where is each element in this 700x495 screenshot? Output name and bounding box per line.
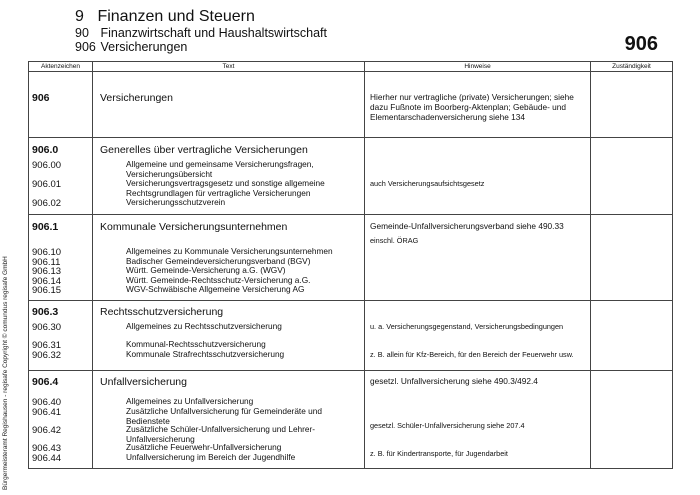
list-item-hint: gesetzl. Schüler-Unfallversicherung siehe 207.4 [370,421,525,430]
list-item-code: 906.44 [32,453,62,464]
list-item-hint: z. B. allein für Kfz-Bereich, für den Bereich der Feuerwehr usw. [370,350,574,359]
section-row-906-1: 906.1 906.10 906.11 906.13 906.14 906.15 Kommunale Versicherungsunternehmen Allgemeines zu Kommunale Versicherungsunternehmen Badischer Gemeindeversicherungsverband (BGV) Württ. Gemeinde-Versicherung a.G. (WGV) Württ. Gemeinde-Rechtsschutz-Versicherung a.G. WGV-Schwäbische Allgemeine Versicherung AG Gemeinde-Unfallversicherungsverband siehe 490.33 einschl. ÖRAG [29,215,673,301]
side-copyright: Bürgermeisteramt Regishausen - regisafe Copyright © comundus regisafe GmbH [2,256,9,490]
page-header [75,8,327,54]
list-item-text: Zusätzliche Unfallversicherung für Gemeinderäte und Bedienstete [126,406,322,426]
list-item-code: 906.15 [32,285,62,296]
section-row-906-3: 906.3 906.30 906.31 906.32 Rechtsschutzversicherung Allgemeines zu Rechtsschutzversicherung Kommunal-Rechtsschutzversicherung Kommunale Strafrechtsschutzversicherung u. a. Versicherungsgegenstand, Versicherungsbedingungen z. B. allein für Kfz-Bereich, für den Bereich der Feuerwehr usw. [29,301,673,371]
list-item-text: WGV-Schwäbische Allgemeine Versicherung AG [126,284,305,294]
list-item-text: Württ. Gemeinde-Rechtsschutz-Versicherung a.G. [126,274,311,285]
list-item-text: Zusätzliche Schüler-Unfallversicherung und Lehrer-Unfallversicherung [126,424,316,444]
list-item-code: 906.01 [32,179,62,190]
list-item-hint: auch Versicherungsaufsichtsgesetz [370,179,485,188]
list-item-code: 906.14 [32,275,62,287]
section-row-906 [29,72,673,138]
list-item-text: Versicherungsschutzverein [126,197,226,207]
list-item-code: 906.40 [32,397,62,408]
list-item-text: Allgemeines zu Unfallversicherung [126,396,254,406]
list-item-code: 906.31 [32,340,62,351]
list-item-text: Kommunale Strafrechtsschutzversicherung [126,349,285,359]
col-header-hints: Hinweise [365,62,591,72]
list-item-text: Kommunal-Rechtsschutzversicherung [126,339,266,349]
list-item-code: 906.02 [32,198,62,209]
list-item-hint: z. B. für Kindertransporte, für Jugendarbeit [370,448,508,458]
list-item-text: Versicherungsvertragsgesetz und sonstige allgemeine Rechtsgrundlagen für vertragliche Versicherungen [126,178,325,198]
section-hint-cell: Hierher nur vertragliche (private) Versicherungen; siehe dazu Fußnote im Boorberg-Aktenplan; Gebäude- und Elementarschadenversicherung siehe 134 [365,72,591,138]
col-header-text: Text [93,62,365,72]
list-item-code: 906.11 [32,256,61,268]
list-item-text: Allgemeines zu Kommunale Versicherungsunternehmen [126,246,333,256]
subchapter-heading: 90 Finanzwirtschaft und Haushaltswirtschaft [75,26,327,40]
list-item-code: 906.30 [32,322,62,333]
list-item-hint: u. a. Versicherungsgegenstand, Versicherungsbedingungen [370,322,564,331]
list-item-code: 906.00 [32,160,62,171]
list-item-text: Allgemeine und gemeinsame Versicherungsfragen, Versicherungsübersicht [126,159,314,179]
col-header-responsibility: Zuständigkeit [591,62,673,72]
list-item-code: 906.42 [32,425,62,436]
group-heading: 906 Versicherungen [75,40,188,54]
list-item-text: Badischer Gemeindeversicherungsverband (BGV) [126,255,311,266]
col-header-code: Aktenzeichen [29,62,93,72]
list-item-code: 906.10 [32,247,62,258]
section-code-cell: 906 [29,72,93,138]
list-item-hint: einschl. ÖRAG [370,236,419,245]
list-item-code: 906.32 [32,350,62,361]
section-row-906-0: 906.0 906.00 906.01 906.02 Generelles über vertragliche Versicherungen Allgemeine und gemeinsame Versicherungsfragen, Versicherungsübersicht Versicherungsvertragsgesetz und sonstige allgemeine Rechtsgrundlagen für vertragliche Versicherungen Versicherungsschutzverein auch Versicherungsaufsichtsgesetz [29,138,673,215]
chapter-heading: 9 Finanzen und Steuern [75,8,255,25]
list-item-text: Zusätzliche Feuerwehr-Unfallversicherung [126,442,282,452]
list-item-code: 906.43 [32,443,62,454]
list-item-code: 906.41 [32,407,62,418]
table-header [29,62,673,72]
list-item-text: Württ. Gemeinde-Versicherung a.G. (WGV) [126,265,286,275]
list-item-text: Allgemeines zu Rechtsschutzversicherung [126,321,282,331]
section-row-906-4: 906.4 906.40 906.41 906.42 906.43 906.44 Unfallversicherung Allgemeines zu Unfallversicherung Zusätzliche Unfallversicherung für Gemeinderäte und Bedienstete Zusätzliche Schüler-Unfallversicherung und Lehrer-Unfallversicherung Zusätzliche Feuerwehr-Unfallversicherung Unfallversicherung im Bereich der Jugendhilfe gesetzl. Unfallversicherung siehe 490.3/492.4 gesetzl. Schüler-Unfallversicherung siehe 207.4 z. B. für Kindertransporte, für Jugendarbeit [29,371,673,469]
page-number: 906 [624,33,658,55]
section-text-cell: Versicherungen [93,72,365,138]
list-item-text: Unfallversicherung im Bereich der Jugendhilfe [126,452,296,462]
list-item-code: 906.13 [32,266,62,277]
file-plan-table [28,61,673,469]
